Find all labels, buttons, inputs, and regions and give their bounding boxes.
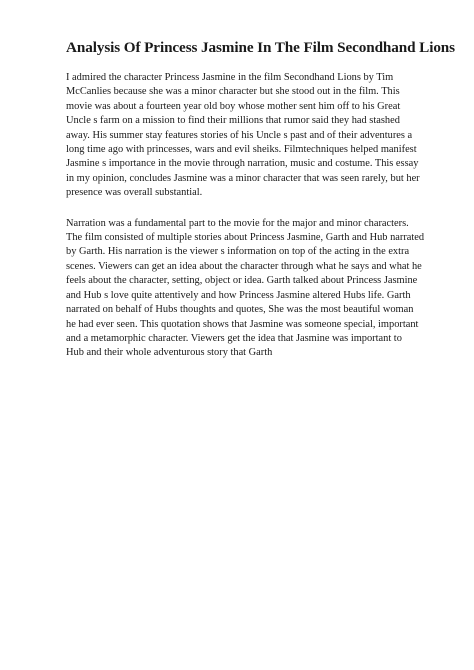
text-line: Hub and their whole adventurous story that Garth	[66, 347, 273, 359]
text-line: feels about the character, setting, object or idea. Garth talked about Princess Jasmine	[66, 275, 418, 287]
text-line: by Garth. His narration is the viewer s information on top of the acting in the extra	[66, 246, 410, 258]
text-line: Jasmine s importance in the movie through narration, music and costume. This essay	[66, 158, 419, 170]
text-line: long time ago with princesses, wars and evil sheiks. Filmtechniques helped manifest	[66, 144, 417, 156]
text-line: away. His summer stay features stories of his Uncle s past and of their adventures a	[66, 129, 413, 141]
text-line: Narration was a fundamental part to the movie for the major and minor characters.	[66, 217, 409, 229]
text-line: presence was overall substantial.	[66, 187, 203, 199]
text-line: narrated on behalf of Hubs thoughts and quotes, She was the most beautiful woman	[66, 304, 414, 316]
text-line: The film consisted of multiple stories about Princess Jasmine, Garth and Hub narrated	[66, 232, 425, 244]
paragraph-1	[66, 71, 424, 201]
text-line: he had ever seen. This quotation shows that Jasmine was someone special, important	[66, 318, 419, 330]
text-line: I admired the character Princess Jasmine in the film Secondhand Lions by Tim	[66, 72, 394, 83]
text-line: scenes. Viewers can get an idea about the character through what he says and what he	[66, 260, 422, 272]
paragraph-2	[66, 217, 424, 361]
text-line: in my opinion, concludes Jasmine was a minor character that was seen rarely, but her	[66, 172, 420, 184]
text-line: Uncle s farm on a mission to find their millions that rumor said they had stashed	[66, 115, 400, 127]
text-line: and a metamorphic character. Viewers get the idea that Jasmine was important to	[66, 332, 402, 344]
text-line: movie was about a fourteen year old boy whose mother sent him off to his Great	[66, 100, 401, 112]
text-line: and Hub s love quite attentively and how Princess Jasmine altered Hubs life. Garth	[66, 289, 411, 301]
document-title: Analysis Of Princess Jasmine In The Film Secondhand Lions	[66, 39, 455, 56]
text-line: McCanlies because she was a minor character but she stood out in the film. This	[66, 86, 400, 98]
